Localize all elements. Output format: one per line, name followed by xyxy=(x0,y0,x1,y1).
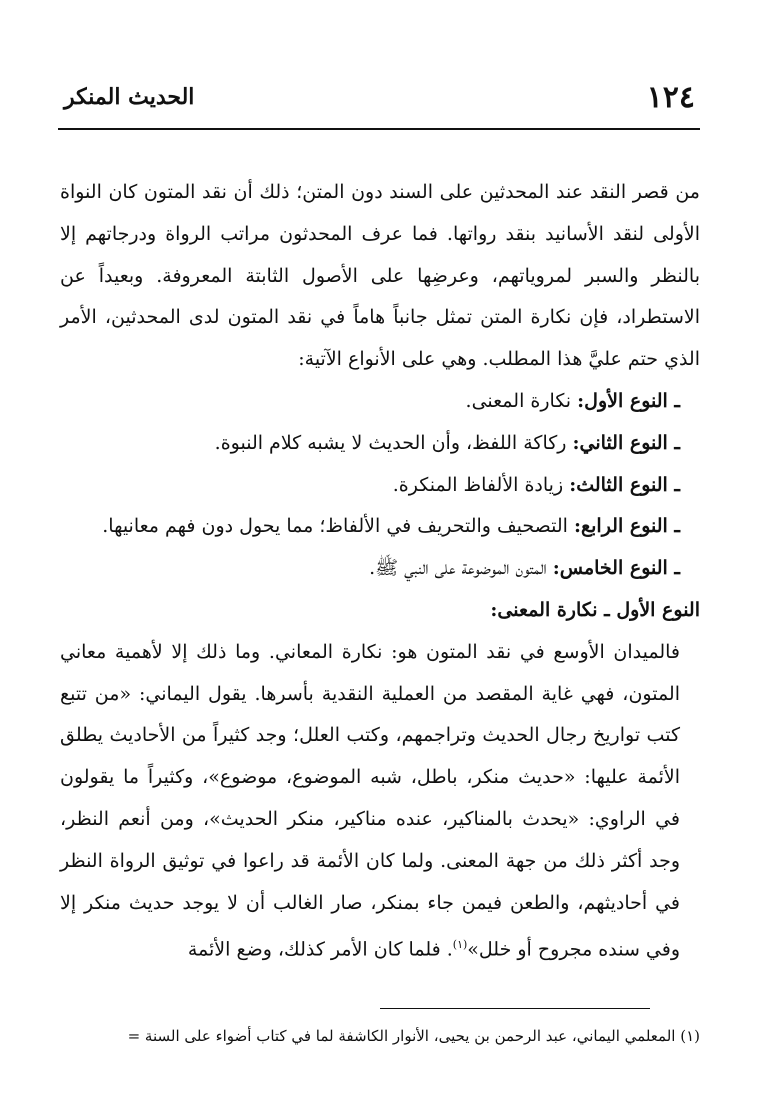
list-item xyxy=(60,506,700,548)
paragraph-main-text: فالميدان الأوسع في نقد المتون هو: نكارة المعاني. وما ذلك إلا لأهمية معاني المتون، فهي غاية المقصد من العملية النقدية بأسرها. يقول اليماني: «من تتبع كتب تواريخ رجال الحديث وتراجمهم، وكتب العلل؛ وجد كثيراً من الأحاديث يطلق الأئمة عليها: «حديث منكر، باطل، شبه الموضوع، موضوع»، وكثيراً ما يقولون في الراوي: «يحدث بالمناكير، عنده مناكير، منكر الحديث»، ومن أنعم النظر، وجد أكثر ذلك من جهة المعنى. ولما كان الأئمة قد راعوا في توثيق الرواة النظر في أحاديثهم، والطعن فيمن جاء بمنكر، صار الغالب أن لا يوجد حديث منكر إلا وفي سنده مجروح أو خلل» xyxy=(60,640,680,961)
paragraph-main xyxy=(60,632,700,972)
footnote: (١) المعلمي اليماني، عبد الرحمن بن يحيى، الأنوار الكاشفة لما في كتاب أضواء على السنة = xyxy=(127,1027,700,1045)
list-item-label: ـ النوع الثاني: xyxy=(572,431,680,454)
list-item-label: ـ النوع الثالث: xyxy=(569,473,680,496)
header-divider xyxy=(58,128,700,130)
main-text xyxy=(60,172,700,971)
list-item-text: ركاكة اللفظ، وأن الحديث لا يشبه كلام النبوة. xyxy=(214,431,573,454)
list-item xyxy=(60,423,700,465)
list-item-text: زيادة الألفاظ المنكرة. xyxy=(392,473,570,496)
footnote-marker: (١) xyxy=(452,938,468,952)
list-item-label: ـ النوع الرابع: xyxy=(574,515,680,538)
page-number: ١٢٤ xyxy=(646,80,695,115)
list-item-text: التصحيف والتحريف في الألفاظ؛ مما يحول دون فهم معانيها. xyxy=(102,515,574,538)
list-item xyxy=(60,548,700,590)
list-item xyxy=(60,465,700,507)
list-item-label: ـ النوع الخامس: xyxy=(552,557,680,580)
list-item xyxy=(60,381,700,423)
footnote-divider xyxy=(380,1008,650,1009)
section-heading: النوع الأول ـ نكارة المعنى: xyxy=(490,598,700,621)
running-header-title: الحديث المنكر xyxy=(64,84,195,110)
list-item-text: المتون الموضوعة على النبي ﷺ. xyxy=(369,557,553,580)
list-item-text: نكارة المعنى. xyxy=(465,389,578,412)
paragraph-intro: من قصر النقد عند المحدثين على السند دون المتن؛ ذلك أن نقد المتون كان النواة الأولى لنقد الأسانيد بنقد رواتها. فما عرف المحدثون مراتب الرواة ودرجاتهم إلا بالنظر والسبر لمروياتهم، وعرضِها على الأصول الثابتة المعروفة. وبعيداً عن الاستطراد، فإن نكارة المتن تمثل جانباً هاماً في نقد المتون لدى المحدثين، الأمر الذي حتم عليَّ هذا المطلب. وهي على الأنواع الآتية: xyxy=(60,181,700,371)
list-item-label: ـ النوع الأول: xyxy=(577,389,680,412)
paragraph-main-end: . فلما كان الأمر كذلك، وضع الأئمة xyxy=(187,938,453,961)
